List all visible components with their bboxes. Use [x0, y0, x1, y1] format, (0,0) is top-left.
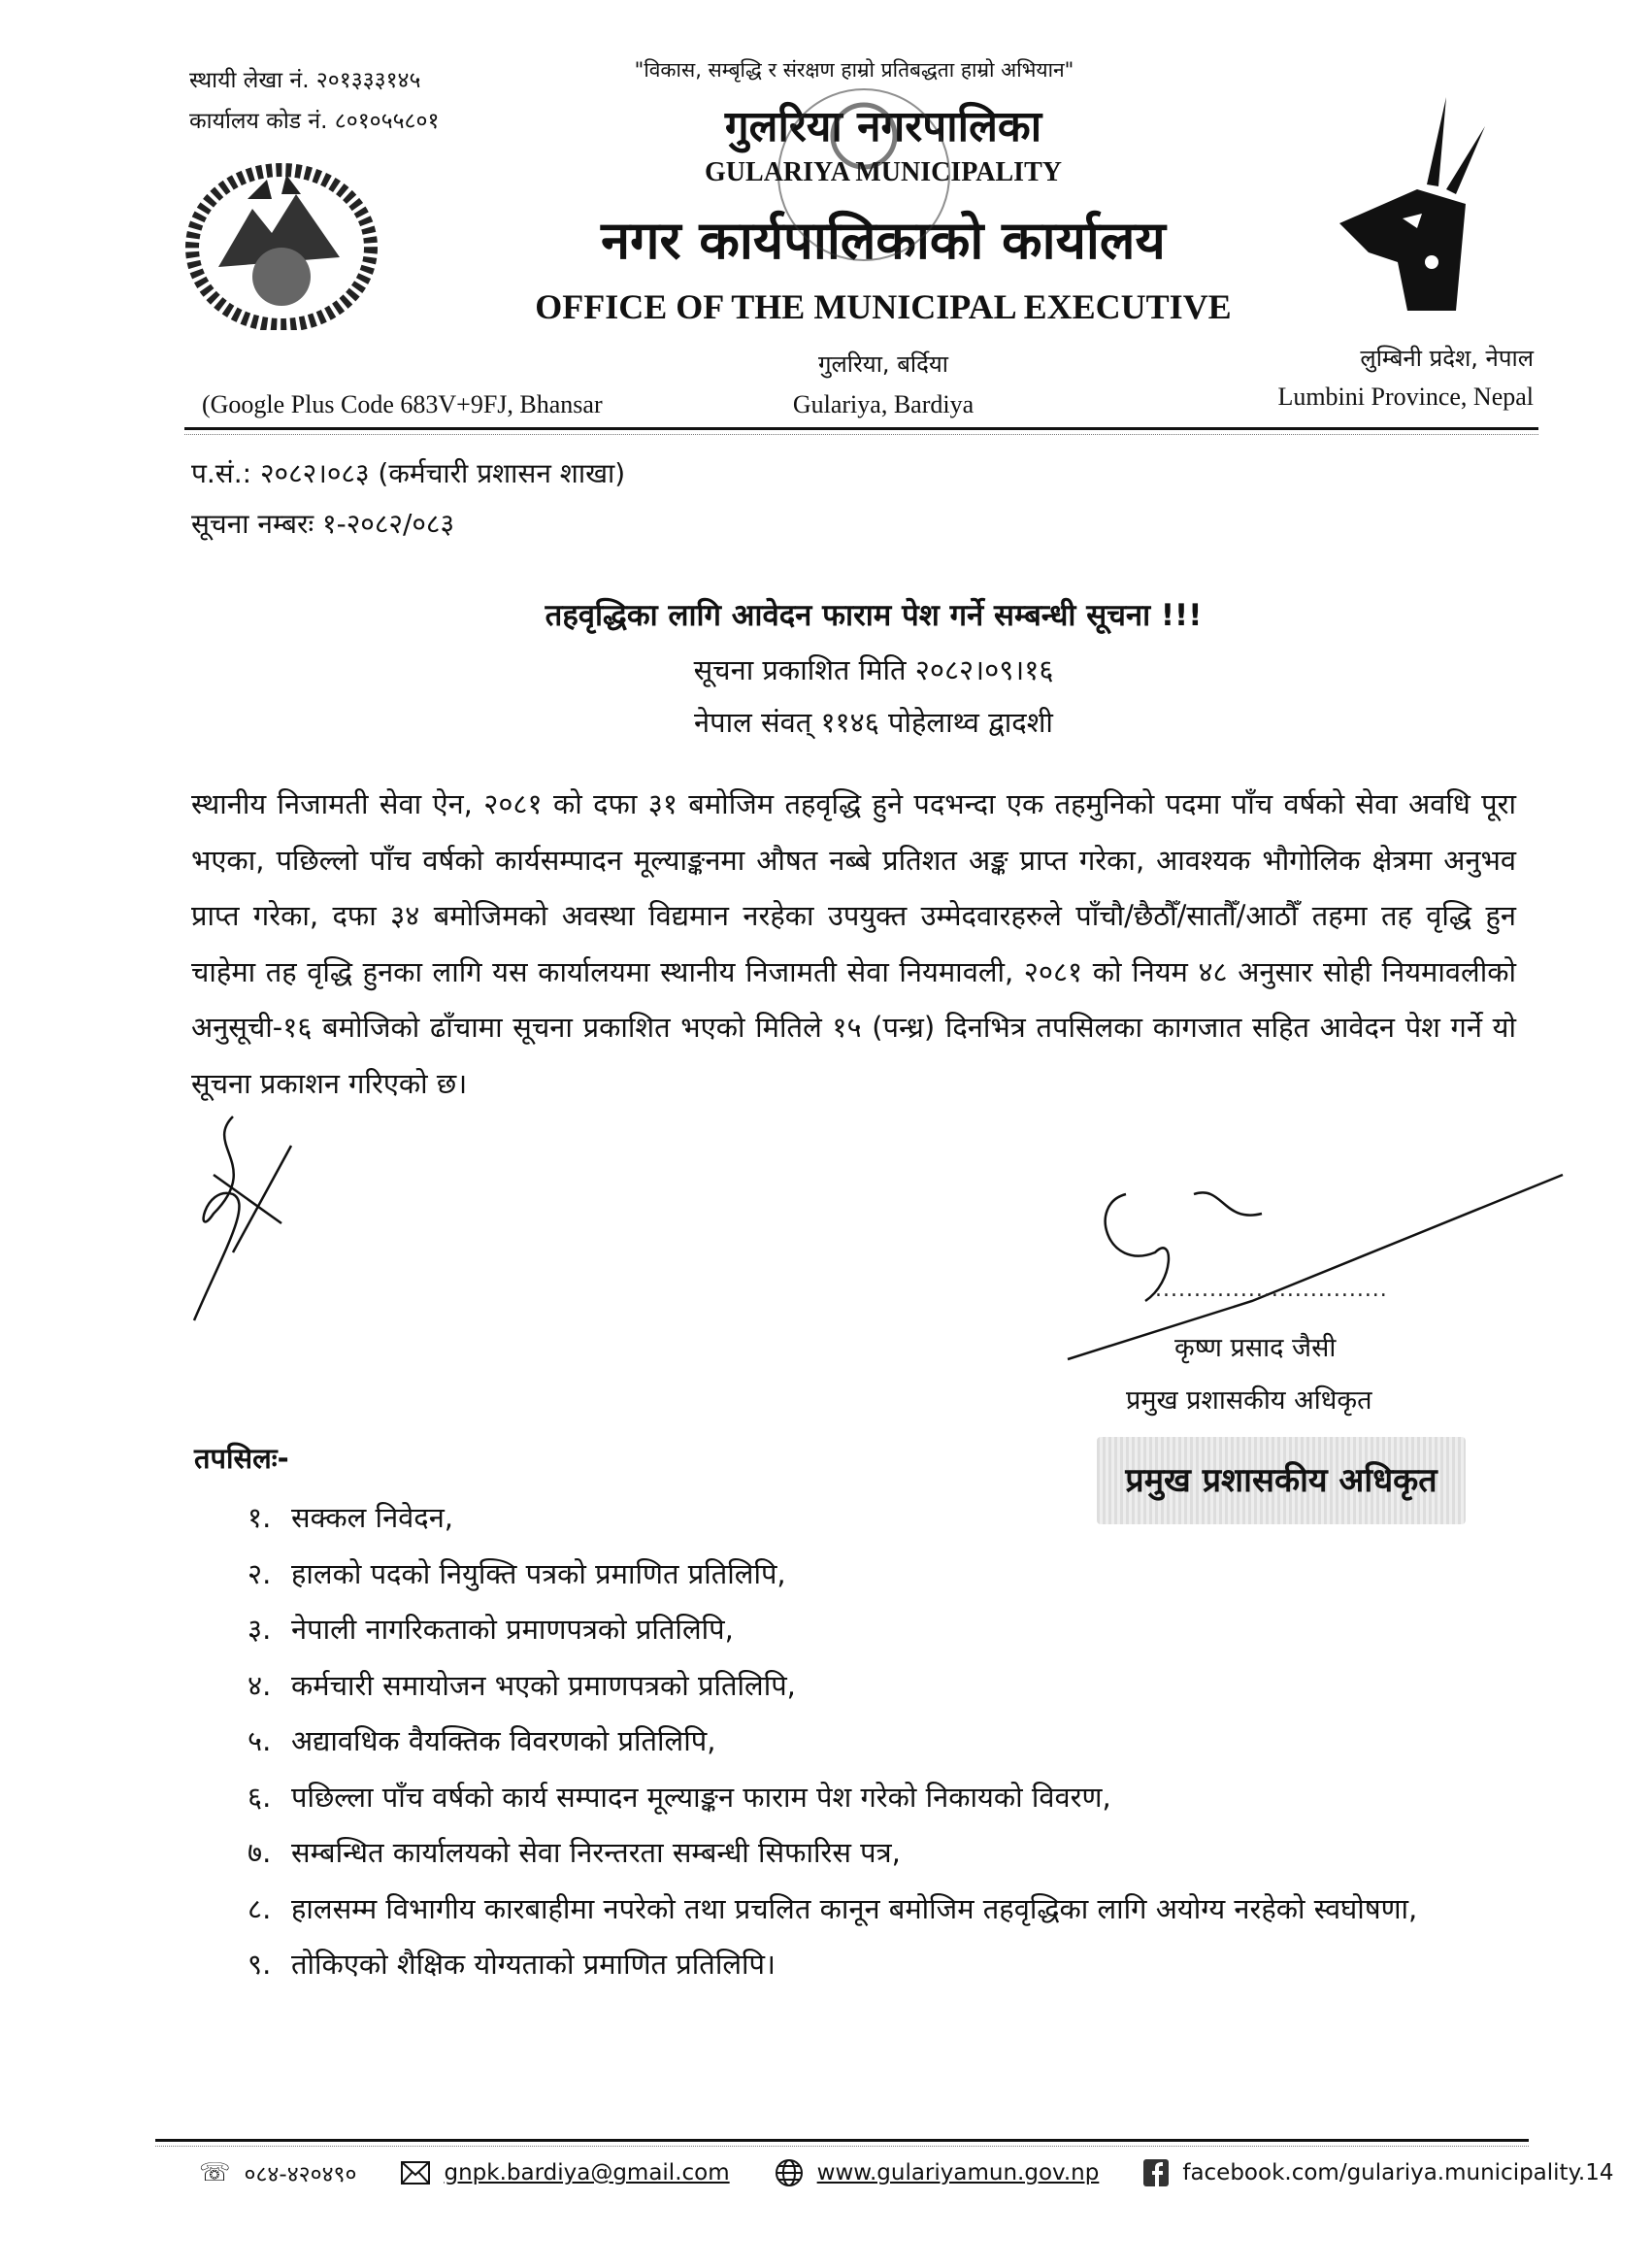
- location-np: गुलरिया, बर्दिया: [817, 350, 948, 378]
- office-code: कार्यालय कोड नं. ८०१०५५८०१: [189, 109, 440, 134]
- reference-block: [191, 449, 625, 550]
- list-item: ५. अद्यावधिक वैयक्तिक विवरणको प्रतिलिपि,: [248, 1724, 716, 1757]
- facebook-link[interactable]: facebook.com/gulariya.municipality.14: [1182, 2160, 1614, 2185]
- province-en: Lumbini Province, Nepal: [1277, 383, 1534, 411]
- nepal-emblem-logo: [180, 160, 383, 330]
- signatory-name: कृष्ण प्रसाद जैसी: [1174, 1333, 1337, 1363]
- list-item: ७. सम्बन्धित कार्यालयको सेवा निरन्तरता सम्बन्धी सिफारिस पत्र,: [248, 1836, 901, 1869]
- published-date: सूचना प्रकाशित मिति २०८२।०९।१६: [693, 653, 1054, 686]
- email-link[interactable]: gnpk.bardiya@gmail.com: [444, 2160, 730, 2185]
- enclosures-list: [248, 1490, 1519, 1993]
- phone-number: ०८४-४२०४९०: [244, 2162, 357, 2187]
- letterhead-ids: [189, 60, 439, 142]
- website-link[interactable]: www.gulariyamun.gov.np: [816, 2160, 1100, 2185]
- list-item: ९. तोकिएको शैक्षिक योग्यताको प्रमाणित प्रतिलिपि।: [248, 1948, 776, 1981]
- municipality-name-np: गुलरिया नगरपालिका: [724, 102, 1042, 151]
- phone-icon: ☏: [199, 2158, 231, 2187]
- list-item: १. सक्कल निवेदन,: [248, 1501, 454, 1534]
- location-en: Gulariya, Bardiya: [792, 390, 975, 418]
- notice-subject: तहवृद्धिका लागि आवेदन फाराम पेश गर्ने सम्बन्धी सूचना !!!: [545, 598, 1203, 633]
- header-divider: [184, 427, 1538, 430]
- notice-number: सूचना नम्बरः १-२०८२/०८३: [191, 508, 455, 540]
- list-item: २. हालको पदको नियुक्ति पत्रको प्रमाणित प्रतिलिपि,: [248, 1556, 786, 1590]
- account-number: स्थायी लेखा नं. २०१३३३१४५: [189, 68, 421, 93]
- office-name-en: OFFICE OF THE MUNICIPAL EXECUTIVE: [535, 287, 1232, 326]
- envelope-icon: [401, 2161, 430, 2185]
- signature-line: ..............................: [1155, 1278, 1388, 1302]
- nepal-samvat-date: नेपाल संवत् ११४६ पोहेलाथ्व द्वादशी: [694, 706, 1053, 739]
- globe-icon: [775, 2158, 804, 2187]
- province-np: लुम्बिनी प्रदेश, नेपाल: [1360, 345, 1534, 372]
- municipal-seal: [772, 78, 956, 272]
- list-item: ६. पछिल्ला पाँच वर्षको कार्य सम्पादन मूल्याङ्कन फाराम पेश गरेको निकायको विवरण,: [248, 1780, 1111, 1814]
- office-name-np: नगर कार्यपालिकाको कार्यालय: [601, 210, 1166, 271]
- footer-divider-dotted: [155, 2146, 1529, 2147]
- list-item: ८. हालसम्म विभागीय कारबाहीमा नपरेको तथा प्रचलित कानून बमोजिम तहवृद्धिका लागि अयोग्य नरहेको स्वघोषणा,: [248, 1891, 1418, 1925]
- list-item: ४. कर्मचारी समायोजन भएको प्रमाणपत्रको प्रतिलिपि,: [248, 1668, 796, 1702]
- plus-code: (Google Plus Code 683V+9FJ, Bhansar: [202, 390, 603, 418]
- tagline: "विकास, सम्बृद्धि र संरक्षण हाम्रो प्रतिबद्धता हाम्रो अभियान": [634, 58, 1074, 82]
- stamp-text: प्रमुख प्रशासकीय अधिकृत: [1125, 1461, 1437, 1500]
- letter-number: प.सं.: २०८२।०८३ (कर्मचारी प्रशासन शाखा): [191, 457, 626, 489]
- blackbuck-logo: [1330, 97, 1500, 320]
- list-item: ३. नेपाली नागरिकताको प्रमाणपत्रको प्रतिलिपि,: [248, 1613, 734, 1646]
- footer-contacts: [199, 2157, 1614, 2188]
- footer-divider: [155, 2139, 1529, 2142]
- municipality-name-en: GULARIYA MUNICIPALITY: [705, 157, 1062, 187]
- handwritten-signature-left: [175, 1107, 330, 1330]
- signatory-title: प्रमुख प्रशासकीय अधिकृत: [1126, 1385, 1372, 1416]
- header-divider-dotted: [184, 434, 1538, 435]
- facebook-icon: [1143, 2159, 1169, 2186]
- enclosures-heading: तपसिलः-: [194, 1442, 289, 1475]
- notice-body: स्थानीय निजामती सेवा ऐन, २०८१ को दफा ३१ बमोजिम तहवृद्धि हुने पदभन्दा एक तहमुनिको पदमा पाँच वर्षको सेवा अवधि पूरा भएका, पछिल्लो पाँच वर्षको कार्यसम्पादन मूल्याङ्कनमा औषत नब्बे प्रतिशत अङ्क प्राप्त गरेका, आवश्यक भौगोलिक क्षेत्रमा अनुभव प्राप्त गरेका, दफा ३४ बमोजिमको अवस्था विद्यमान नरहेका उपयुक्त उम्मेदवारहरुले पाँचौ/छैठौँ/सातौँ/आठौँ तहमा तह वृद्धि हुन चाहेमा तह वृद्धि हुनका लागि यस कार्यालयमा स्थानीय निजामती सेवा नियमावली, २०८१ को नियम ४८ अनुसार सोही नियमावलीको अनुसूची-१६ बमोजिको ढाँचामा सूचना प्रकाशित भएको मितिले १५ (पन्ध्र) दिनभित्र तपसिलका कागजात सहित आवेदन पेश गर्ने यो सूचना प्रकाशन गरिएको छ।: [191, 787, 1516, 1100]
